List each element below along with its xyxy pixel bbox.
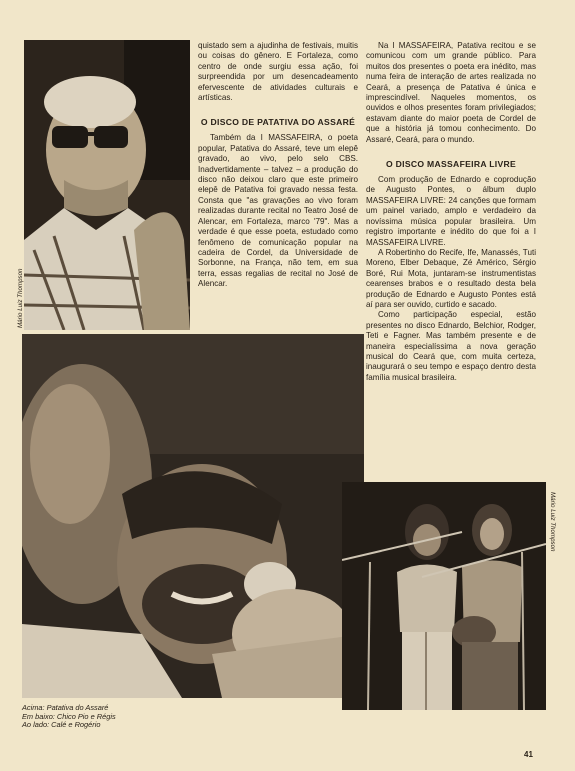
paragraph: Como participação especial, estão presentes no disco Ednardo, Belchior, Rodger, Teti e Fagner. Mas também presente e de maneira especialíssima a nova geração musical do Ceará que, com muita certeza, inaugurará o seu tempo e espaço dentro desta família musical brasileira.	[366, 310, 536, 382]
paragraph: Na I MASSAFEIRA, Patativa recitou e se comunicou com um grande público. Para muitos dos presentes o poeta era inédito, mas numa feira de interação de artes realizada no Ceará, a presença de Patativa é única e imprescindível. Naqueles momentos, os ouvidos e olhos presentes foram privilegiados; estavam diante do maior poeta de Cordel de que a história já tomou conhecimento. Do Assaré, Ceará, para o mundo.	[366, 41, 536, 144]
photo-caption	[22, 704, 116, 730]
caption-line: Ao lado: Calé e Rogério	[22, 720, 101, 730]
photo-patativa	[24, 40, 190, 330]
caption-line: Acima: Patativa do Assaré	[22, 703, 109, 712]
paragraph: Com produção de Ednardo e coprodução de Augusto Pontes, o álbum duplo MASSAFEIRA LIVRE: 24 canções que formam um painel variado, amplo e verdadeiro da novíssima música popular brasileira. Um registro importante e inédito do que foi a I MASSAFEIRA LIVRE.	[366, 175, 536, 247]
photo-credit-right: Mário Luiz Thompson	[549, 492, 556, 552]
section-heading: O DISCO DE PATATIVA DO ASSARÉ	[200, 117, 356, 128]
article-column-b	[366, 41, 536, 383]
photo-chico-pio-regis	[22, 334, 364, 698]
paragraph: Também da I MASSAFEIRA, o poeta popular, Patativa do Assaré, teve um elepê gravado, ao vivo, pelo selo CBS. Inadvertidamente – talvez – a produção do disco não deixou claro que este primeiro elepê de Patativa foi gravado nessa festa. Consta que "as gravações ao vivo foram realizadas durante recital no Teatro José de Alencar, em Fortaleza, marco '79". Mas a verdade é que esse poeta, estudado como fenômeno de comunicação popular na cadeira de Cordel, da Universidade de Sorbonne, na França, não tem, em sua terra, essas regalias de recital no José de Alencar.	[198, 133, 358, 289]
paragraph: quistado sem a ajudinha de festivais, muitis ou coisas do gênero. E Fortaleza, como centro de onde surgiu essa ação, foi surpreendida por um desencadeamento efervescente de atividades culturais e artísticas.	[198, 41, 358, 103]
section-heading: O DISCO MASSAFEIRA LIVRE	[385, 159, 517, 170]
photo-cale-rogerio	[342, 482, 546, 710]
caption-line: Em baixo: Chico Pio e Régis	[22, 711, 116, 721]
page-number: 41	[524, 750, 533, 759]
paragraph: A Robertinho do Recife, Ife, Manassés, Tuti Moreno, Elber Debaque, Zé Américo, Sérgio Boré, Rui Mota, juntaram-se instrumentistas cearenses brabos e o resultado desta bela produção de Ednardo e Augusto Pontes está aí para ser ouvido, curtido e sacado.	[366, 247, 536, 309]
photo-credit-left: Mário Luiz Thompson	[17, 268, 24, 328]
article-column-a	[198, 41, 358, 290]
